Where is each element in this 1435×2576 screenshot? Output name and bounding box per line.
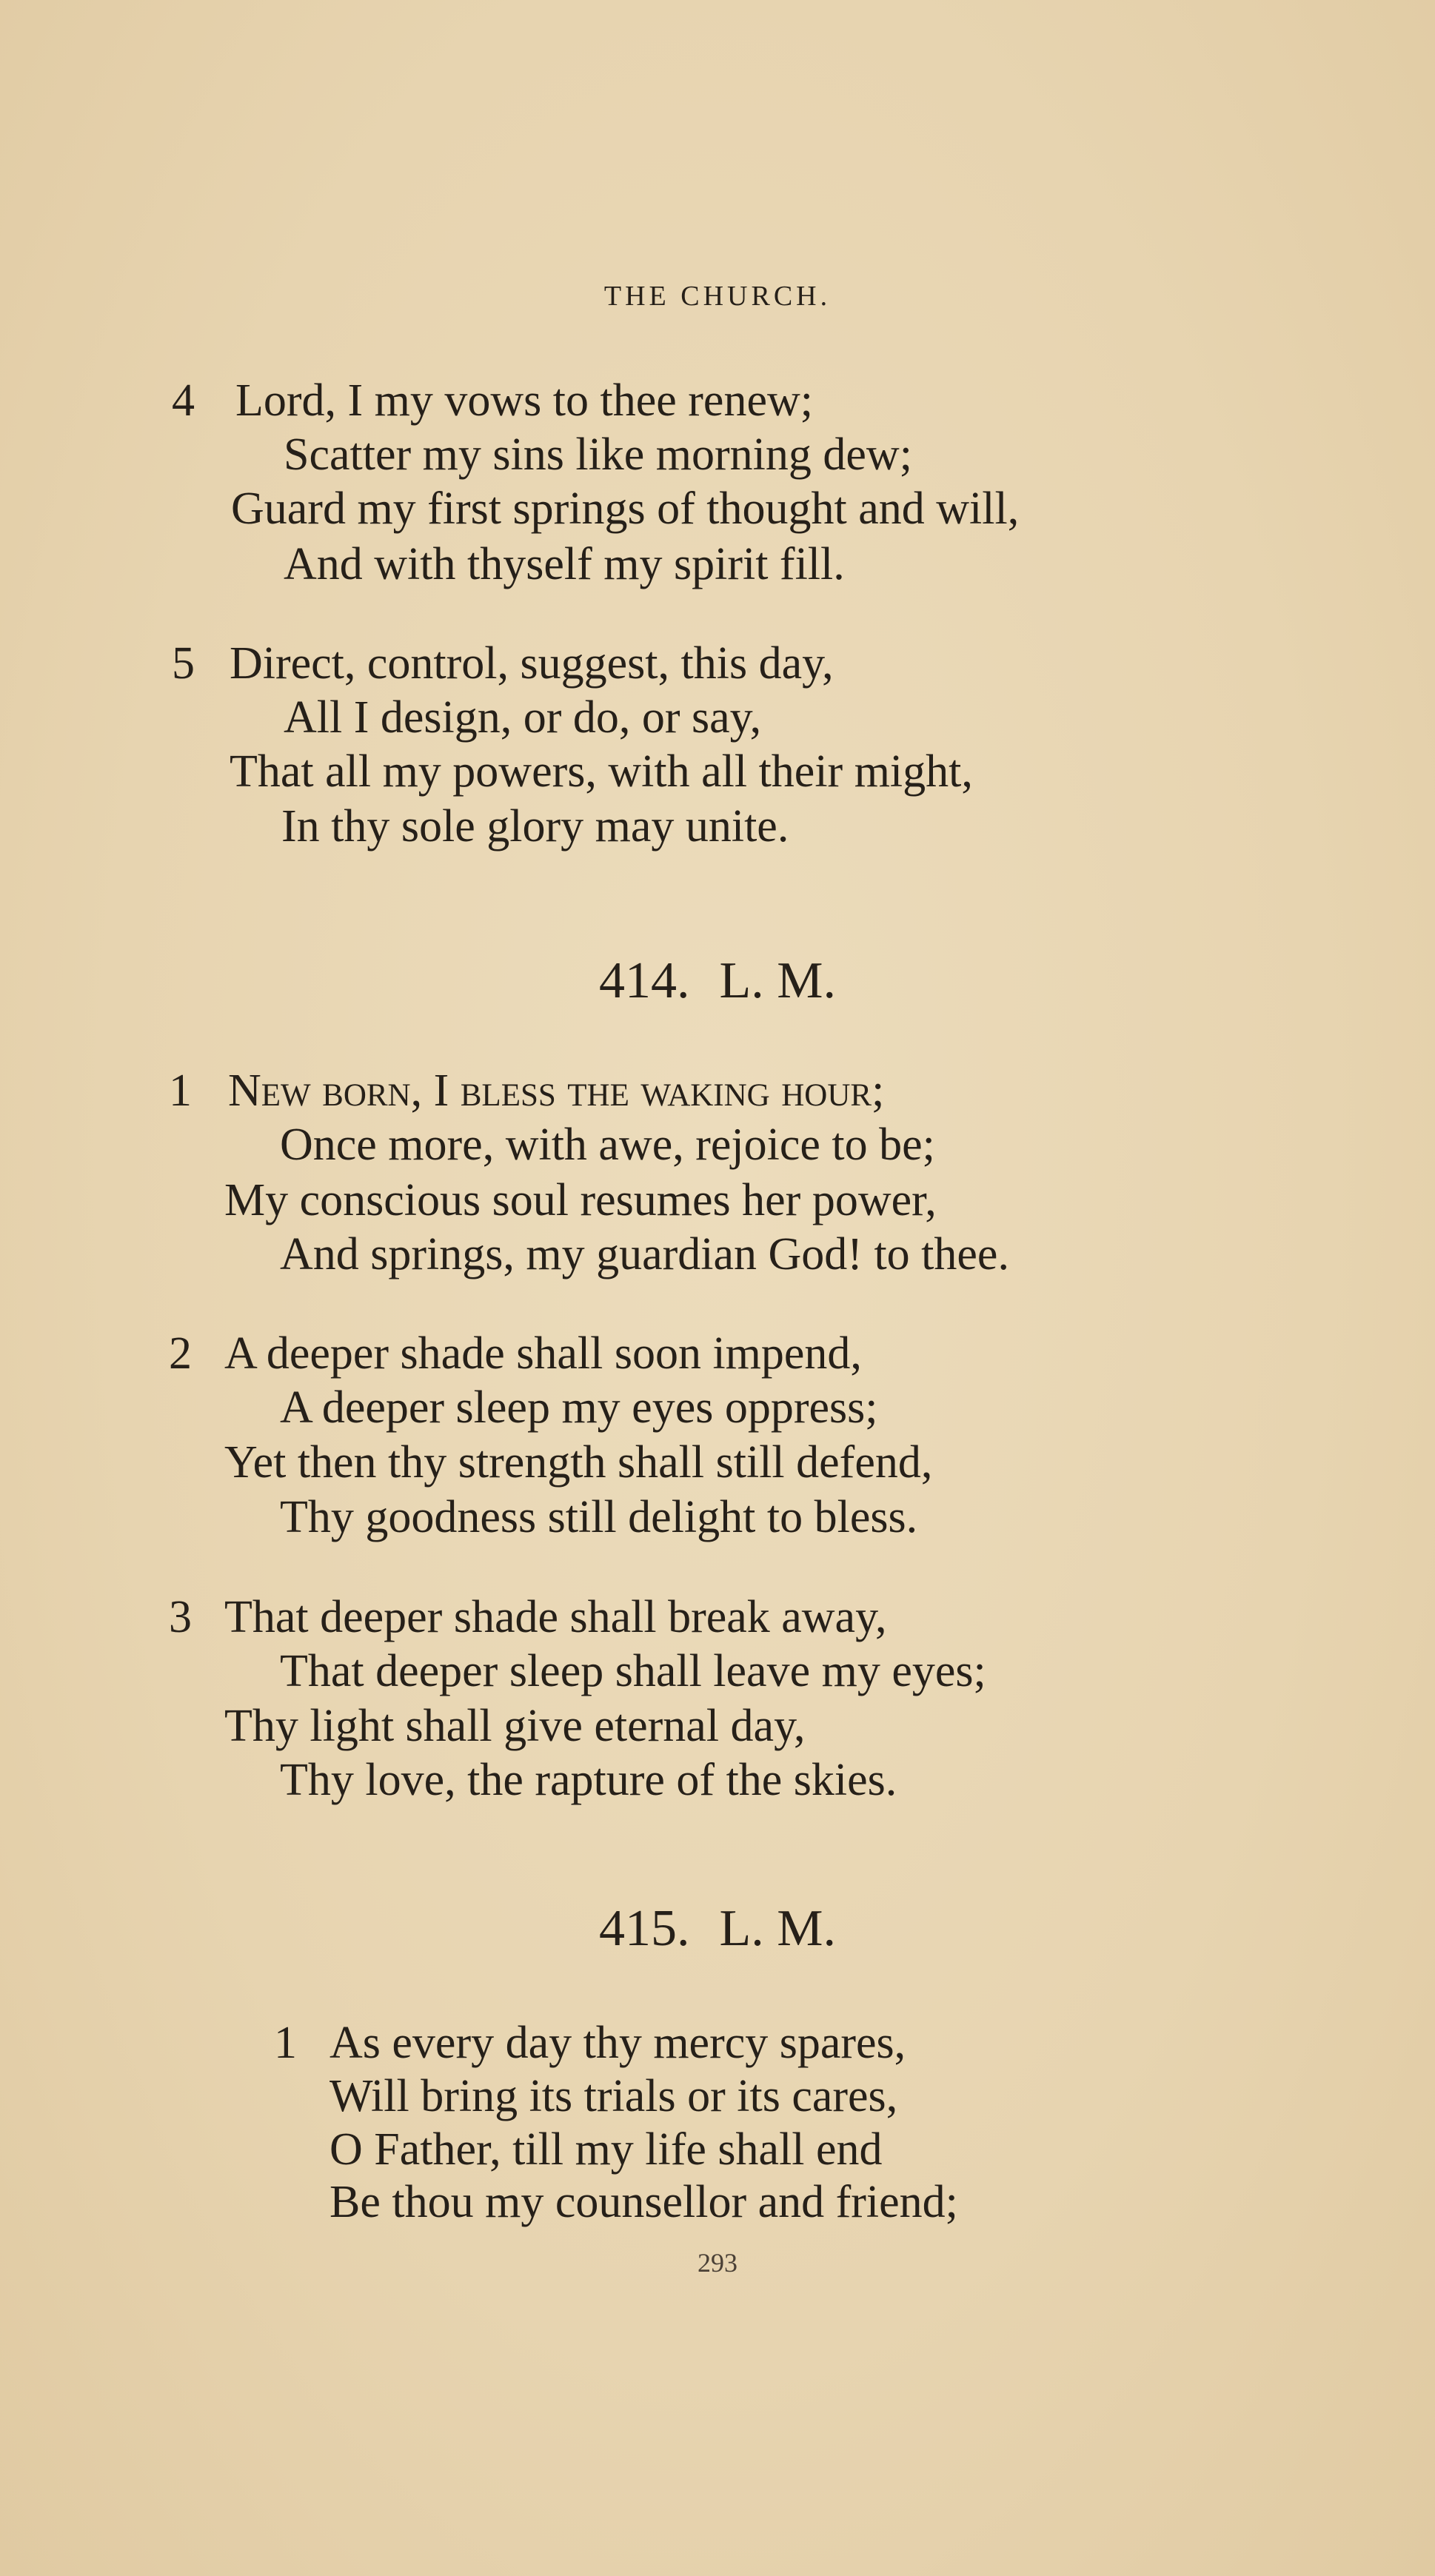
verse-line: That deeper sleep shall leave my eyes; bbox=[280, 1646, 986, 1696]
verse-line: Will bring its trials or its cares, bbox=[330, 2071, 898, 2121]
hymn-heading-414 bbox=[0, 952, 1435, 1009]
verse-line: All I design, or do, or say, bbox=[284, 692, 762, 743]
hymn-meter: L. M. bbox=[719, 1900, 836, 1957]
first-capital: N bbox=[228, 1065, 261, 1116]
hymn-heading-415 bbox=[0, 1900, 1435, 1957]
verse-line: That all my powers, with all their might, bbox=[230, 746, 973, 797]
hymn-meter: L. M. bbox=[719, 952, 836, 1009]
stanza-number: 1 bbox=[169, 1065, 192, 1116]
verse-line: In thy sole glory may unite. bbox=[281, 801, 789, 852]
verse-line: O Father, till my life shall end bbox=[330, 2124, 883, 2175]
verse-line: Once more, with awe, rejoice to be; bbox=[280, 1120, 935, 1170]
verse-line: Thy light shall give eternal day, bbox=[224, 1701, 806, 1751]
verse-line: Lord, I my vows to thee renew; bbox=[235, 375, 813, 426]
verse-line: Scatter my sins like morning dew; bbox=[284, 429, 912, 480]
verse-line: A deeper shade shall soon impend, bbox=[224, 1328, 862, 1379]
verse-line: As every day thy mercy spares, bbox=[330, 2018, 906, 2068]
stanza-number: 2 bbox=[169, 1328, 192, 1379]
first-word-rest: ew born, I bless the waking hour; bbox=[261, 1065, 885, 1116]
stanza-number: 4 bbox=[172, 375, 195, 426]
verse-line: Thy goodness still delight to bless. bbox=[280, 1492, 918, 1542]
stanza-number: 5 bbox=[172, 638, 195, 689]
verse-line: A deeper sleep my eyes oppress; bbox=[280, 1382, 878, 1433]
verse-line: Guard my first springs of thought and will, bbox=[231, 484, 1020, 534]
running-head: THE CHURCH. bbox=[603, 281, 832, 312]
page-number: 293 bbox=[698, 2248, 737, 2278]
verse-line: Direct, control, suggest, this day, bbox=[230, 638, 834, 689]
verse-line: And with thyself my spirit fill. bbox=[284, 539, 845, 589]
stanza-number: 3 bbox=[169, 1592, 192, 1642]
verse-line: Yet then thy strength shall still defend, bbox=[224, 1437, 933, 1488]
hymn-number: 414. bbox=[599, 952, 690, 1009]
verse-line: And springs, my guardian God! to thee. bbox=[280, 1229, 1009, 1279]
hymn-number: 415. bbox=[599, 1900, 690, 1957]
verse-line: Be thou my counsellor and friend; bbox=[330, 2177, 958, 2227]
verse-line bbox=[228, 1065, 885, 1116]
verse-line: That deeper shade shall break away, bbox=[224, 1592, 887, 1642]
verse-line: Thy love, the rapture of the skies. bbox=[280, 1755, 897, 1805]
stanza-number: 1 bbox=[274, 2018, 297, 2068]
verse-line: My conscious soul resumes her power, bbox=[224, 1175, 937, 1225]
